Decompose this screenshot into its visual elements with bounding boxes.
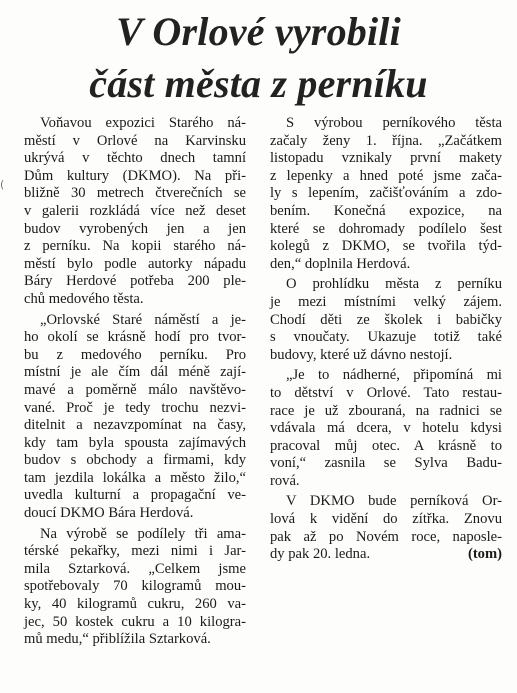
- article-line: vdávala má dcera, v hotelu kdysi: [270, 420, 502, 437]
- article-line: městí v Orlové na Karvinsku: [24, 132, 246, 149]
- article-line: pak až po Novém roce, naposle-: [270, 528, 502, 545]
- article-line: ukrývá v těchto dnech tamní: [24, 150, 246, 167]
- article-column-right: [270, 115, 502, 564]
- article-line: z perníku. Na kopii starého ná-: [24, 238, 246, 255]
- article-line: mila Sztarková. „Celkem jsme: [24, 560, 246, 577]
- article-line: „Je to nádherné, připomíná mi: [286, 367, 502, 384]
- article-line: Voňavou expozici Starého ná-: [40, 115, 246, 131]
- article-line: Chodí děti ze školek i babičky: [270, 311, 502, 328]
- article-line: začaly ženy 1. října. „Začátkem: [270, 132, 502, 149]
- article-line: jec, 50 kostek cukru a 10 kilogra-: [24, 613, 246, 630]
- article-line: doucí DKMO Bára Herdová.: [24, 505, 194, 522]
- article-line: lová k vidění do zítřka. Znovu: [270, 511, 502, 528]
- article-column-left: [24, 115, 246, 649]
- article-line: uvedla kulturní a propagační ve-: [24, 487, 246, 504]
- article-line: spotřebovaly 70 kilogramů mou-: [24, 578, 246, 595]
- article-line: chů medového těsta.: [24, 290, 144, 307]
- article-line: budovy, které už dávno nestojí.: [270, 346, 453, 363]
- article-line: ly s lepením, začišťováním a zdo-: [270, 185, 502, 202]
- article-line: tam jezdila lokálka a město žilo,“: [24, 469, 246, 486]
- article-line: s vnoučaty. Ukazuje totiž také: [270, 329, 502, 346]
- article-line: bu z medového perníku. Pro: [24, 346, 246, 363]
- article-line: které se dohromady podílelo šest: [270, 220, 502, 237]
- author-signature: (tom): [467, 546, 502, 563]
- article-line: ky, 40 kilogramů cukru, 260 va-: [24, 596, 246, 613]
- article-line: O prohlídku města z perníku: [286, 276, 502, 293]
- article-line: kdy tam byla spousta zajímavých: [24, 434, 246, 451]
- article-line: mavé a poměrně málo navštěvo-: [24, 381, 246, 398]
- article-line: je mezi místními velký zájem.: [270, 293, 502, 310]
- article-line: v galerii rozkládá více než deset: [24, 202, 246, 219]
- article-line: mů medu,“ přiblížila Sztarková.: [24, 631, 211, 648]
- article-line: S výrobou perníkového těsta: [286, 115, 502, 131]
- article-line: ditelnit a nezavzpomínat na časy,: [24, 417, 246, 434]
- article-line: Na výrobě se podílely tři ama-: [40, 525, 246, 542]
- article-line: městí bylo podle autorky nápadu: [24, 255, 246, 272]
- article-line: Báry Herdové potřeba 200 ple-: [24, 273, 246, 290]
- article-line: Dům kultury (DKMO). Na při-: [24, 167, 246, 184]
- margin-mark: (: [0, 178, 5, 191]
- article-line: budov vyrobených jen a jen: [24, 220, 246, 237]
- article-line: rová.: [270, 472, 300, 489]
- article-line: bením. Konečná expozice, na: [270, 202, 502, 219]
- article-line: místní je ale čím dál méně zají-: [24, 364, 246, 381]
- article-line: den,“ doplnila Herdová.: [270, 255, 411, 272]
- article-line: pracoval můj otec. A krásně to: [270, 437, 502, 454]
- article-line: to dětství v Orlové. Tato restau-: [270, 384, 502, 401]
- article-line: budov s obchody a firmami, kdy: [24, 452, 246, 469]
- article-line: race je už zbouraná, na radnici se: [270, 402, 502, 419]
- article-line: térské pekařky, mezi nimi i Jar-: [24, 543, 246, 560]
- headline-line-1: V Orlové vyrobili: [116, 9, 401, 54]
- article-line: z lepenky a hned poté jsme zača-: [270, 167, 502, 184]
- article-line: dy pak 20. ledna. (tom): [270, 546, 502, 563]
- article-line: voní,“ zasnila se Sylva Badu-: [270, 455, 502, 472]
- article-line: bližně 30 metrech čtverečních se: [24, 185, 246, 202]
- article-line: ho okolí se krásně hodí pro tvor-: [24, 329, 246, 346]
- article-line: V DKMO bude perníková Or-: [286, 493, 502, 510]
- article-line: vané. Proč je tedy trochu nezvi-: [24, 399, 246, 416]
- article-line: listopadu vznikaly první makety: [270, 150, 502, 167]
- headline-line-2: část města z perníku: [89, 61, 428, 106]
- article-line: kolegů z DKMO, se tvořila týd-: [270, 238, 502, 255]
- article-line: „Orlovské Staré náměstí a je-: [40, 311, 246, 328]
